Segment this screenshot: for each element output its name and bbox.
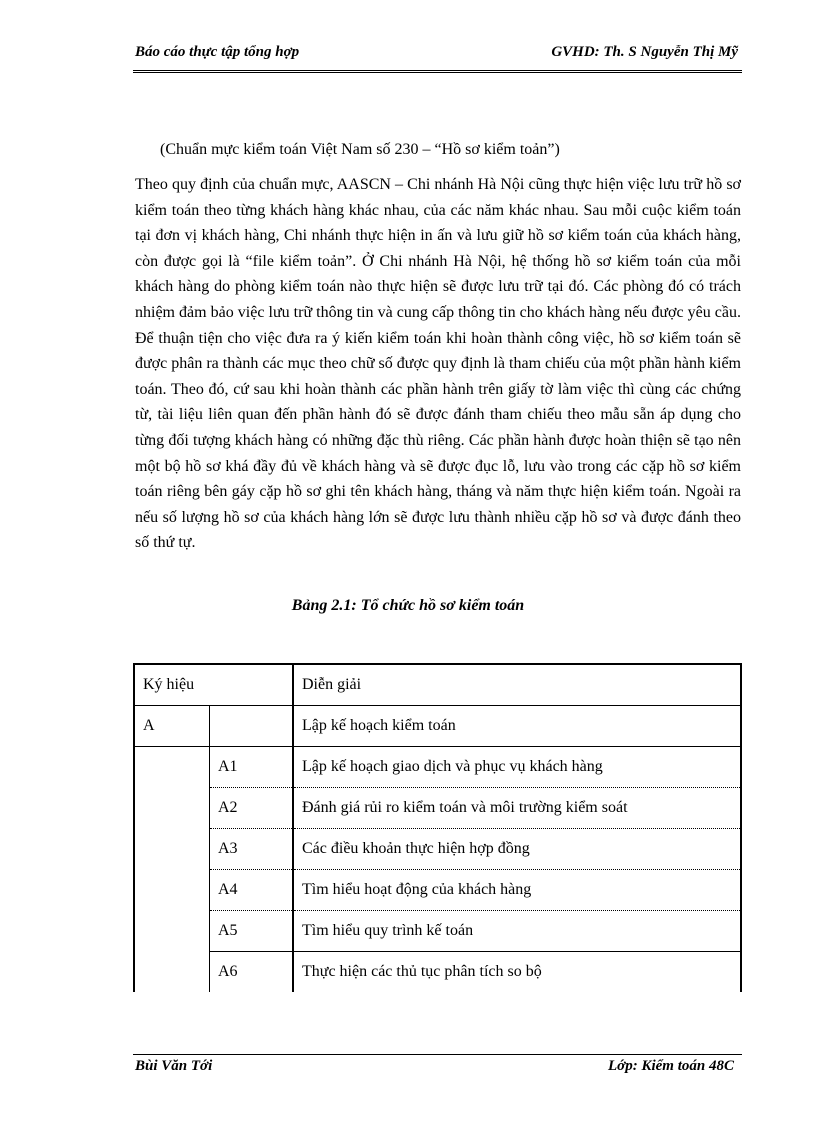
body-paragraph: Theo quy định của chuẩn mực, AASCN – Chi nhánh Hà Nội cũng thực hiện việc lưu trữ hồ sơ kiểm toán theo từng khách hàng khác nhau, của các năm khác nhau. Sau mỗi cuộc kiểm toán tại đơn vị khách hàng, Chi nhánh thực hiện in ấn và lưu giữ hồ sơ kiểm toán của khách hàng, còn được gọi là “file kiểm toản”. Ở Chi nhánh Hà Nội, hệ thống hồ sơ kiểm toán của mỗi khách hàng do phòng kiểm toán nào thực hiện sẽ được lưu trữ tại đó. Các phòng đó có trách nhiệm đảm bảo việc lưu trữ thông tin và cung cấp thông tin cho khách hàng nếu được yêu cầu. Để thuận tiện cho việc đưa ra ý kiến kiểm toán khi hoàn thành công việc, hồ sơ kiểm toán sẽ được phân ra thành các mục theo chữ số được quy định là tham chiếu của một phần hành kiểm toán. Theo đó, cứ sau khi hoàn thành các phần hành trên giấy tờ làm việc thì cùng các chứng từ, tài liệu liên quan đến phần hành đó sẽ được đánh tham chiếu theo mẫu sẵn áp dụng cho từng đối tượng khách hàng có những đặc thù riêng. Các phần hành được hoàn thiện sẽ tạo nên một bộ hồ sơ khá đầy đủ về khách hàng và sẽ được đục lỗ, lưu vào trong các cặp hồ sơ kiểm toán riêng bên gáy cặp hồ sơ ghi tên khách hàng, tháng và năm thực hiện kiểm toán. Ngoài ra nếu số lượng hồ sơ của khách hàng lớn sẽ được lưu thành nhiều cặp hồ sơ và được đánh theo số thứ tự. <box>135 176 741 552</box>
description-cell: Thực hiện các thủ tục phân tích so bộ <box>293 952 741 993</box>
table-caption: Bảng 2.1: Tổ chức hồ sơ kiểm toán <box>291 597 525 614</box>
table-row <box>134 952 741 993</box>
header-report-title: Báo cáo thực tập tổng hợp <box>135 44 300 60</box>
table-row <box>134 747 741 788</box>
group-cell <box>134 747 210 788</box>
code-cell <box>210 706 294 747</box>
table-row <box>134 911 741 952</box>
table-header-row <box>134 664 741 706</box>
code-cell: A6 <box>210 952 294 993</box>
header-divider <box>133 70 742 73</box>
page-header <box>133 44 742 68</box>
group-cell <box>134 870 210 911</box>
code-cell: A4 <box>210 870 294 911</box>
table-row <box>134 829 741 870</box>
description-cell: Tìm hiểu hoạt động của khách hàng <box>293 870 741 911</box>
group-cell: A <box>134 706 210 747</box>
code-cell: A2 <box>210 788 294 829</box>
description-cell: Lập kế hoạch kiểm toán <box>293 706 741 747</box>
footer-divider <box>133 1054 742 1055</box>
footer-author: Bùi Văn Tới <box>135 1058 213 1074</box>
header-symbol-cell: Ký hiệu <box>134 664 293 706</box>
table-row <box>134 706 741 747</box>
group-cell <box>134 911 210 952</box>
code-cell: A3 <box>210 829 294 870</box>
code-cell: A1 <box>210 747 294 788</box>
description-cell: Các điều khoản thực hiện hợp đồng <box>293 829 741 870</box>
description-cell: Lập kế hoạch giao dịch và phục vụ khách hàng <box>293 747 741 788</box>
audit-file-table <box>133 663 742 992</box>
header-description-cell: Diễn giải <box>302 676 362 693</box>
page-footer <box>133 1058 742 1080</box>
group-cell <box>134 952 210 993</box>
group-cell <box>134 829 210 870</box>
description-cell: Tìm hiểu quy trình kế toán <box>293 911 741 952</box>
standard-citation: (Chuẩn mực kiểm toán Việt Nam số 230 – “Hồ sơ kiểm toản”) <box>160 141 560 158</box>
group-cell <box>134 788 210 829</box>
table-row <box>134 788 741 829</box>
table-row <box>134 870 741 911</box>
header-supervisor: GVHD: Th. S Nguyễn Thị Mỹ <box>551 44 738 60</box>
description-cell: Đánh giá rủi ro kiểm toán và môi trường kiểm soát <box>293 788 741 829</box>
footer-class: Lớp: Kiểm toán 48C <box>608 1058 734 1074</box>
code-cell: A5 <box>210 911 294 952</box>
